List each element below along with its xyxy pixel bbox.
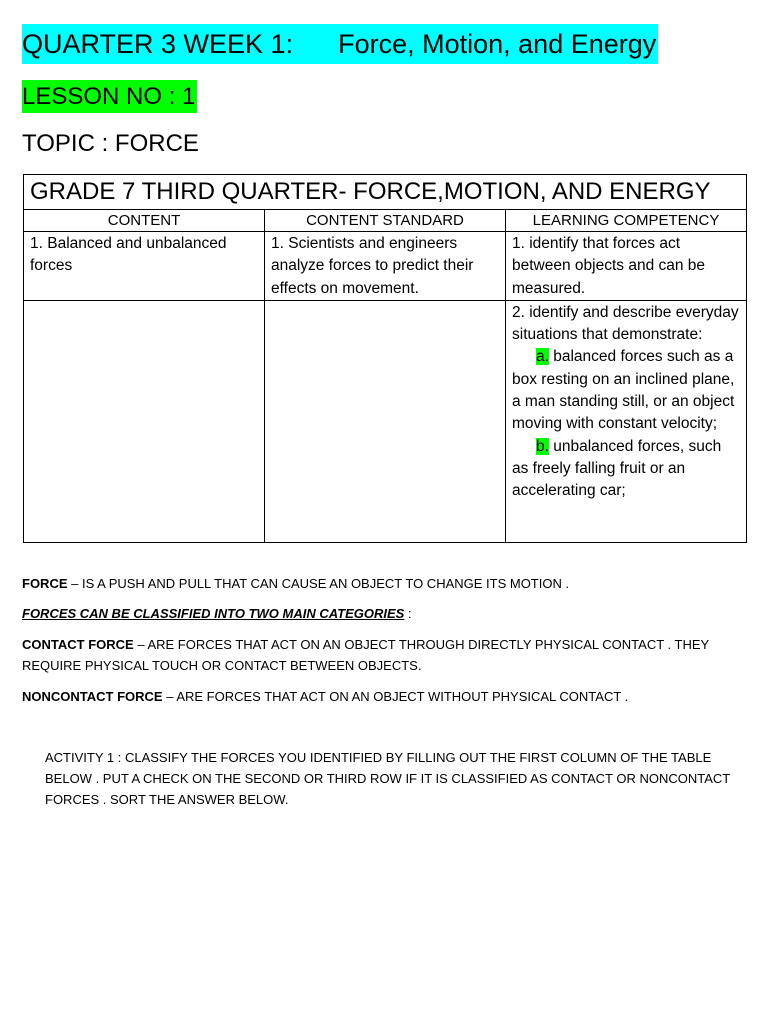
item-b-marker: b. [536, 437, 549, 455]
item-a-marker: a. [536, 348, 549, 366]
force-text: – IS A PUSH AND PULL THAT CAN CAUSE AN OBJECT TO CHANGE ITS MOTION . [67, 576, 570, 591]
categories-heading: FORCES CAN BE CLASSIFIED INTO TWO MAIN CATEGORIES [22, 606, 405, 621]
categories-line [22, 603, 732, 624]
categories-colon: : [404, 606, 412, 621]
header-content-standard: CONTENT STANDARD [265, 210, 506, 232]
table-row [24, 232, 747, 301]
page-title [22, 24, 658, 64]
standard-cell [265, 300, 506, 542]
force-definition [22, 573, 732, 594]
competency-cell: 1. identify that forces act between objects and can be measured. [506, 232, 747, 301]
standard-cell: 1. Scientists and engineers analyze forces to predict their effects on movement. [265, 232, 506, 301]
title-suffix: Force, Motion, and Energy [338, 29, 657, 59]
title-prefix: QUARTER 3 WEEK 1: [22, 29, 294, 59]
item-b-text: unbalanced forces, such as freely falling fruit or an accelerating car; [512, 437, 722, 500]
activity-instructions: ACTIVITY 1 : CLASSIFY THE FORCES YOU IDENTIFIED BY FILLING OUT THE FIRST COLUMN OF THE TABLE BELOW . PUT A CHECK ON THE SECOND OR THIRD ROW IF IT IS CLASSIFIED AS CONTACT OR NONCONTACT FORCES . SORT THE ANSWER BELOW. [45, 750, 731, 807]
table-title-row [24, 175, 747, 210]
competency-cell [506, 300, 747, 542]
noncontact-force-definition [22, 686, 732, 707]
table-title: GRADE 7 THIRD QUARTER- FORCE,MOTION, AND ENERGY [24, 175, 747, 210]
noncontact-term: NONCONTACT FORCE [22, 689, 163, 704]
contact-text: – ARE FORCES THAT ACT ON AN OBJECT THROUGH DIRECTLY PHYSICAL CONTACT . THEY REQUIRE PHYSICAL TOUCH OR CONTACT BETWEEN OBJECTS. [22, 637, 709, 673]
force-term: FORCE [22, 576, 68, 591]
header-learning-competency: LEARNING COMPETENCY [506, 210, 747, 232]
competency-table [23, 174, 747, 543]
table-row [24, 300, 747, 542]
table-header-row [24, 210, 747, 232]
header-content: CONTENT [24, 210, 265, 232]
item-a-text: balanced forces such as a box resting on an inclined plane, a man standing still, or an object moving with constant velocity; [512, 348, 735, 433]
lesson-number: LESSON NO : 1 [22, 80, 197, 113]
topic-heading: TOPIC : FORCE [22, 130, 199, 157]
content-cell [24, 300, 265, 542]
contact-force-definition [22, 634, 732, 676]
content-cell: 1. Balanced and unbalanced forces [24, 232, 265, 301]
contact-term: CONTACT FORCE [22, 637, 134, 652]
competency-intro: 2. identify and describe everyday situations that demonstrate: [512, 303, 739, 344]
noncontact-text: – ARE FORCES THAT ACT ON AN OBJECT WITHOUT PHYSICAL CONTACT . [162, 689, 629, 704]
